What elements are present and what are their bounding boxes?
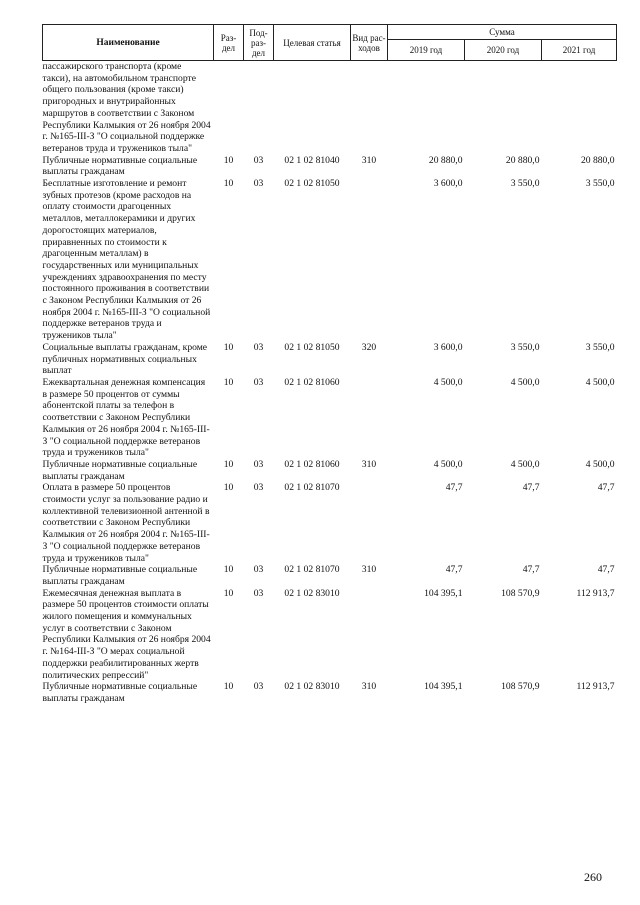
cell-podrazdel: 03 <box>253 587 264 599</box>
header-name: Наименование <box>43 25 214 61</box>
cell-y2021: 3 550,0 <box>585 178 615 190</box>
cell-y2019: 3 600,0 <box>433 341 463 353</box>
header-2020: 2020 год <box>465 40 542 61</box>
cell-y2020: 20 880,0 <box>505 154 540 166</box>
cell-statya: 02 1 02 81070 <box>284 564 340 576</box>
table-row <box>43 681 617 704</box>
cell-razdel: 10 <box>223 376 234 388</box>
cell-statya: 02 1 02 81040 <box>284 154 340 166</box>
cell-y2021: 47,7 <box>597 564 615 576</box>
cell-vid <box>351 178 388 342</box>
table-row <box>43 564 617 587</box>
cell-vid: 310 <box>361 458 377 470</box>
header-2021: 2021 год <box>542 40 617 61</box>
header-2019: 2019 год <box>388 40 465 61</box>
cell-y2020: 4 500,0 <box>510 376 540 388</box>
header-vid: Вид рас-ходов <box>351 25 388 61</box>
cell-y2020: 4 500,0 <box>510 458 540 470</box>
page-number: 260 <box>584 870 602 884</box>
cell-razdel <box>214 61 244 155</box>
cell-vid: 310 <box>361 681 377 693</box>
cell-name: Ежеквартальная денежная компенсация в размере 50 процентов от суммы абонентской платы за телефон в соответствии с Законом Республики Калмыкия от 26 ноября 2004 г. №165-III-З "О социальной поддержке ветеранов труда и тружеников тыла" <box>42 376 210 459</box>
cell-y2020: 108 570,9 <box>501 681 540 693</box>
cell-y2019: 47,7 <box>445 564 463 576</box>
cell-vid <box>351 61 388 155</box>
cell-name: Бесплатные изготовление и ремонт зубных протезов (кроме расходов на оплату стоимости драгоценных металлов, металлокерамики и других дорогостоящих материалов, приравненных по стоимости к драгоценным металлам) в государственных или муниципальных учреждениях здравоохранения по месту постоянного проживания в соответствии с Законом Республики Калмыкия от 26 ноября 2004 г. №165-III-З "О социальной поддержке ветеранов труда и тружеников тыла" <box>42 178 211 342</box>
cell-name: Оплата в размере 50 процентов стоимости услуг за пользование радио и коллективной телевизионной антенной в соответствии с Законом Республики Калмыкия от 26 ноября 2004 г. №165-III-З "О социальной поддержке ветеранов труда и тружеников тыла" <box>42 482 210 564</box>
cell-y2021: 112 913,7 <box>576 681 615 693</box>
cell-y2019: 20 880,0 <box>428 154 463 166</box>
cell-podrazdel: 03 <box>253 458 264 470</box>
cell-podrazdel: 03 <box>253 154 264 166</box>
cell-statya <box>274 61 351 155</box>
table-body <box>43 61 617 705</box>
cell-y2019 <box>388 61 465 155</box>
cell-podrazdel: 03 <box>253 376 264 388</box>
table-row <box>43 459 617 482</box>
cell-y2019: 47,7 <box>445 482 463 494</box>
cell-vid <box>351 482 388 564</box>
cell-razdel: 10 <box>223 564 234 576</box>
table-row <box>43 377 617 459</box>
cell-vid <box>351 588 388 682</box>
cell-vid: 310 <box>361 154 377 166</box>
cell-y2020: 3 550,0 <box>510 178 540 190</box>
header-summa: Сумма <box>388 25 617 40</box>
cell-razdel: 10 <box>223 681 234 693</box>
cell-y2020: 47,7 <box>522 564 540 576</box>
cell-podrazdel: 03 <box>253 341 264 353</box>
cell-statya: 02 1 02 81050 <box>284 341 340 353</box>
cell-y2021: 47,7 <box>597 482 615 494</box>
cell-name: Публичные нормативные социальные выплаты гражданам <box>42 681 198 704</box>
cell-razdel: 10 <box>223 587 234 599</box>
header-statya: Целевая статья <box>274 25 351 61</box>
cell-razdel: 10 <box>223 154 234 166</box>
table-row <box>43 61 617 155</box>
table-row <box>43 588 617 682</box>
cell-razdel: 10 <box>223 178 234 190</box>
cell-podrazdel <box>244 61 274 155</box>
cell-statya: 02 1 02 83010 <box>284 587 340 599</box>
cell-razdel: 10 <box>223 458 234 470</box>
table-header <box>43 25 617 61</box>
cell-y2019: 4 500,0 <box>433 376 463 388</box>
cell-podrazdel: 03 <box>253 681 264 693</box>
table-row <box>43 342 617 377</box>
table-row <box>43 178 617 342</box>
cell-y2019: 3 600,0 <box>433 178 463 190</box>
cell-name: пассажирского транспорта (кроме такси), на автомобильном транспорте общего пользования (кроме такси) пригородных и внутрирайонных маршрутов в соответствии с Законом Республики Калмыкия от 26 ноября 2004 г. №165-III-З "О социальной поддержке ветеранов труда и тружеников тыла" <box>42 61 211 154</box>
cell-vid: 310 <box>361 564 377 576</box>
cell-y2019: 104 395,1 <box>424 681 463 693</box>
cell-y2020: 47,7 <box>522 482 540 494</box>
cell-y2021: 20 880,0 <box>580 154 615 166</box>
cell-statya: 02 1 02 83010 <box>284 681 340 693</box>
table-row <box>43 482 617 564</box>
cell-vid <box>351 377 388 459</box>
cell-razdel: 10 <box>223 341 234 353</box>
header-razdel: Раз-дел <box>214 25 244 61</box>
cell-y2020 <box>465 61 542 155</box>
cell-y2020: 3 550,0 <box>510 341 540 353</box>
cell-podrazdel: 03 <box>253 178 264 190</box>
cell-y2021: 3 550,0 <box>585 341 615 353</box>
cell-name: Социальные выплаты гражданам, кроме публичных нормативных социальных выплат <box>42 341 208 377</box>
cell-statya: 02 1 02 81060 <box>284 376 340 388</box>
cell-y2021: 112 913,7 <box>576 587 615 599</box>
cell-statya: 02 1 02 81050 <box>284 178 340 190</box>
cell-podrazdel: 03 <box>253 482 264 494</box>
cell-y2019: 4 500,0 <box>433 458 463 470</box>
header-podrazdel: Под-раз-дел <box>244 25 274 61</box>
cell-y2021 <box>542 61 617 155</box>
cell-razdel: 10 <box>223 482 234 494</box>
cell-y2020: 108 570,9 <box>501 587 540 599</box>
cell-y2019: 104 395,1 <box>424 587 463 599</box>
cell-name: Публичные нормативные социальные выплаты гражданам <box>42 564 198 587</box>
budget-table <box>42 24 617 705</box>
cell-name: Ежемесячная денежная выплата в размере 50 процентов стоимости оплаты жилого помещения и коммунальных услуг в соответствии с Законом Республики Калмыкия от 26 ноября 2004 г. №164-III-З "О мерах социальной поддержки реабилитированных жертв политических репрессий" <box>42 587 211 681</box>
cell-name: Публичные нормативные социальные выплаты гражданам <box>42 458 198 482</box>
table-row <box>43 155 617 178</box>
cell-y2021: 4 500,0 <box>585 458 615 470</box>
cell-y2021: 4 500,0 <box>585 376 615 388</box>
cell-name: Публичные нормативные социальные выплаты гражданам <box>42 154 198 178</box>
cell-statya: 02 1 02 81070 <box>284 482 340 494</box>
cell-statya: 02 1 02 81060 <box>284 458 340 470</box>
cell-vid: 320 <box>361 341 377 353</box>
cell-podrazdel: 03 <box>253 564 264 576</box>
